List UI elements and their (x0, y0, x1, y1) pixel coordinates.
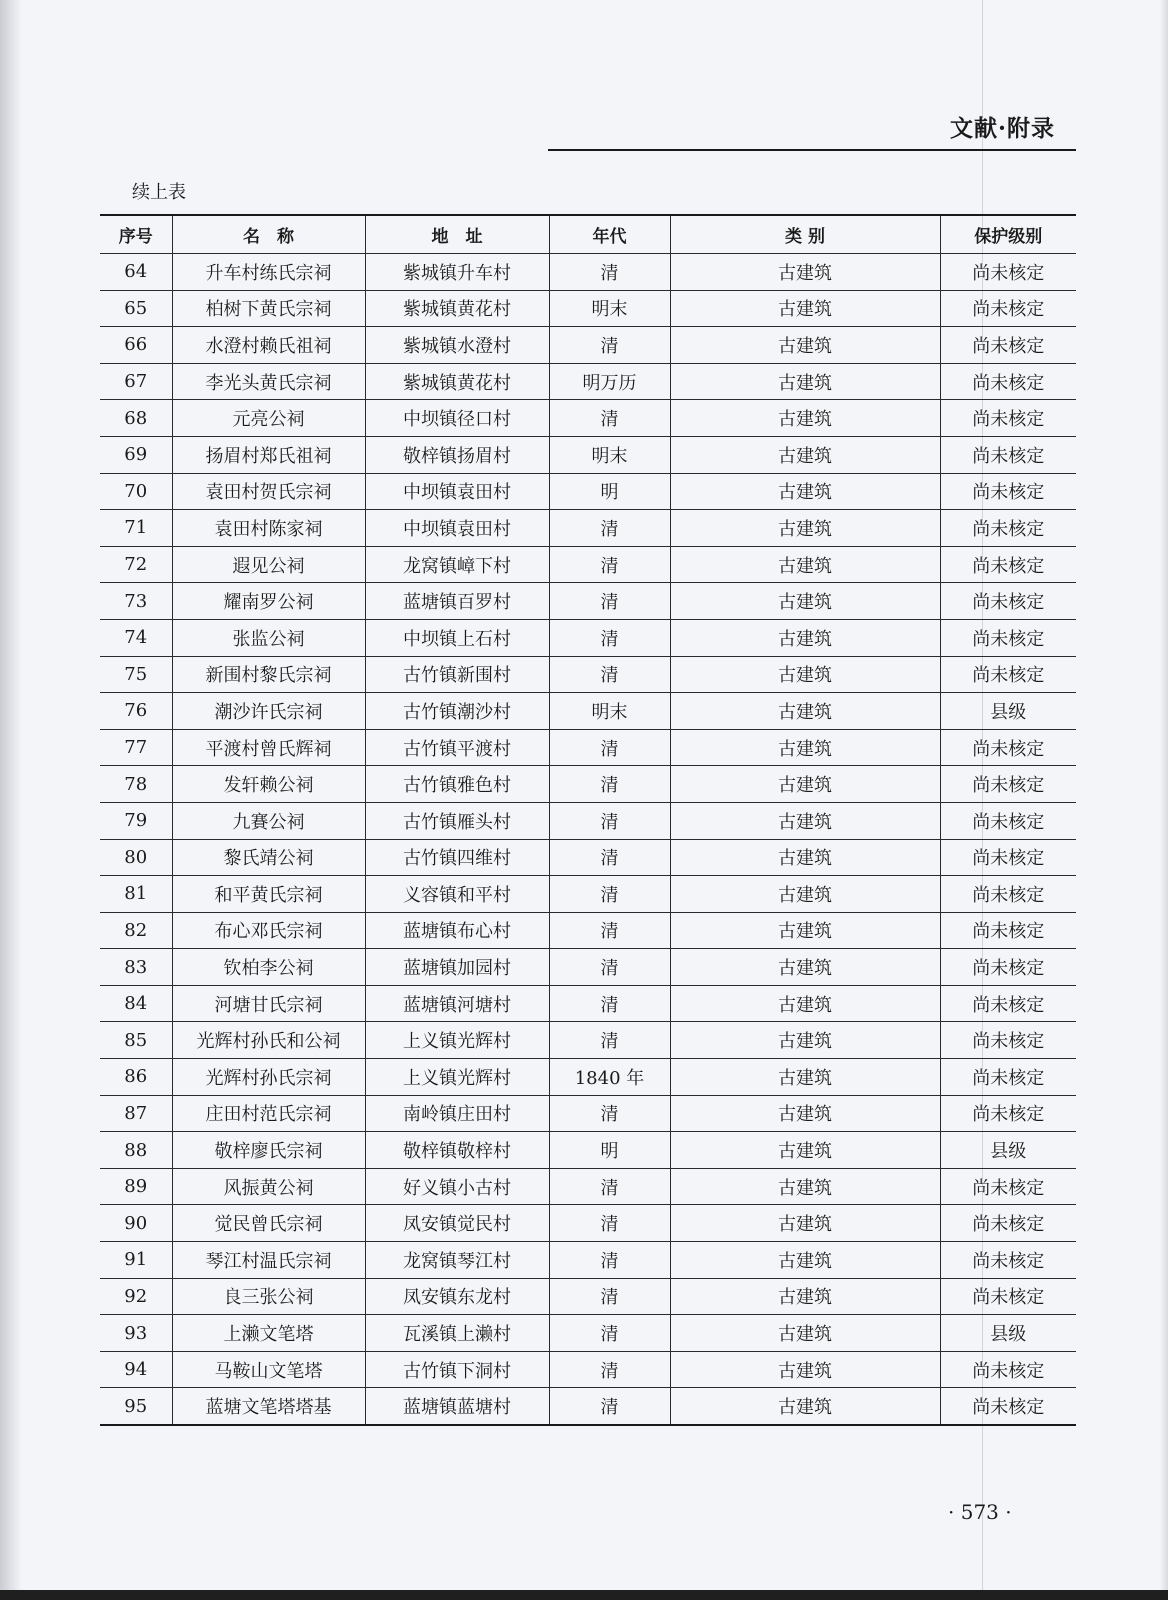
table-row (100, 1388, 1076, 1425)
cell-protection-level: 县级 (940, 1315, 1076, 1352)
cell-era: 清 (549, 1351, 670, 1388)
cell-index: 87 (100, 1095, 172, 1132)
table-row (100, 1205, 1076, 1242)
cell-protection-level: 尚未核定 (940, 1351, 1076, 1388)
table-row (100, 1278, 1076, 1315)
cell-name: 庄田村范氏宗祠 (172, 1095, 365, 1132)
cell-era: 清 (549, 1168, 670, 1205)
cell-name: 风振黄公祠 (172, 1168, 365, 1205)
cell-address: 敬梓镇扬眉村 (365, 436, 549, 473)
col-header-protection-level: 保护级别 (940, 215, 1076, 254)
cell-address: 古竹镇雅色村 (365, 766, 549, 803)
cell-protection-level: 尚未核定 (940, 729, 1076, 766)
cell-name: 遐见公祠 (172, 546, 365, 583)
cell-index: 73 (100, 583, 172, 620)
cell-category: 古建筑 (670, 1278, 940, 1315)
page-number: · 573 · (948, 1500, 1012, 1524)
table-body (100, 254, 1076, 1426)
cell-category: 古建筑 (670, 1022, 940, 1059)
cell-address: 敬梓镇敬梓村 (365, 1132, 549, 1169)
table-row (100, 839, 1076, 876)
cell-protection-level: 尚未核定 (940, 1095, 1076, 1132)
cell-category: 古建筑 (670, 363, 940, 400)
cell-address: 紫城镇黄花村 (365, 290, 549, 327)
cell-index: 91 (100, 1242, 172, 1279)
cell-era: 清 (549, 1095, 670, 1132)
cell-protection-level: 尚未核定 (940, 619, 1076, 656)
cell-name: 新围村黎氏宗祠 (172, 656, 365, 693)
cell-protection-level: 尚未核定 (940, 473, 1076, 510)
cell-protection-level: 尚未核定 (940, 1059, 1076, 1096)
cell-category: 古建筑 (670, 1351, 940, 1388)
cell-address: 凤安镇东龙村 (365, 1278, 549, 1315)
cell-era: 清 (549, 1205, 670, 1242)
cell-address: 蓝塘镇百罗村 (365, 583, 549, 620)
table-row (100, 1059, 1076, 1096)
cell-era: 清 (549, 254, 670, 291)
cell-address: 蓝塘镇蓝塘村 (365, 1388, 549, 1425)
table-row (100, 766, 1076, 803)
cell-name: 平渡村曾氏辉祠 (172, 729, 365, 766)
cell-address: 凤安镇觉民村 (365, 1205, 549, 1242)
cell-era: 明 (549, 1132, 670, 1169)
cell-era: 清 (549, 1022, 670, 1059)
table-header-row (100, 215, 1076, 254)
cell-index: 90 (100, 1205, 172, 1242)
cell-category: 古建筑 (670, 985, 940, 1022)
cell-index: 65 (100, 290, 172, 327)
cell-index: 67 (100, 363, 172, 400)
cell-name: 水澄村赖氏祖祠 (172, 327, 365, 364)
table-row (100, 254, 1076, 291)
cell-index: 74 (100, 619, 172, 656)
cell-address: 上义镇光辉村 (365, 1022, 549, 1059)
cell-category: 古建筑 (670, 400, 940, 437)
table-row (100, 546, 1076, 583)
cell-index: 93 (100, 1315, 172, 1352)
cell-protection-level: 尚未核定 (940, 1278, 1076, 1315)
cell-era: 明末 (549, 436, 670, 473)
cell-era: 清 (549, 656, 670, 693)
table-row (100, 949, 1076, 986)
cell-address: 龙窝镇嶂下村 (365, 546, 549, 583)
cell-address: 瓦溪镇上濑村 (365, 1315, 549, 1352)
cell-index: 82 (100, 912, 172, 949)
table-row (100, 583, 1076, 620)
cell-category: 古建筑 (670, 583, 940, 620)
table-row (100, 802, 1076, 839)
cell-name: 光辉村孙氏宗祠 (172, 1059, 365, 1096)
cell-address: 古竹镇雁头村 (365, 802, 549, 839)
cell-name: 琴江村温氏宗祠 (172, 1242, 365, 1279)
cell-era: 清 (549, 729, 670, 766)
cell-address: 紫城镇水澄村 (365, 327, 549, 364)
cell-era: 明万历 (549, 363, 670, 400)
table-row (100, 473, 1076, 510)
cell-protection-level: 尚未核定 (940, 400, 1076, 437)
cell-name: 耀南罗公祠 (172, 583, 365, 620)
cell-name: 蓝塘文笔塔塔基 (172, 1388, 365, 1425)
cell-index: 95 (100, 1388, 172, 1425)
table-row (100, 1022, 1076, 1059)
cell-protection-level: 尚未核定 (940, 802, 1076, 839)
cell-address: 古竹镇新围村 (365, 656, 549, 693)
cell-protection-level: 尚未核定 (940, 327, 1076, 364)
table-row (100, 729, 1076, 766)
cell-protection-level: 尚未核定 (940, 546, 1076, 583)
cell-index: 89 (100, 1168, 172, 1205)
cell-index: 66 (100, 327, 172, 364)
col-header-era: 年代 (549, 215, 670, 254)
cell-index: 86 (100, 1059, 172, 1096)
cell-address: 古竹镇四维村 (365, 839, 549, 876)
cell-address: 南岭镇庄田村 (365, 1095, 549, 1132)
cell-name: 良三张公祠 (172, 1278, 365, 1315)
cell-name: 袁田村陈家祠 (172, 510, 365, 547)
cell-era: 明末 (549, 290, 670, 327)
heritage-table (100, 214, 1076, 1426)
cell-category: 古建筑 (670, 876, 940, 913)
cell-address: 古竹镇下洞村 (365, 1351, 549, 1388)
cell-index: 79 (100, 802, 172, 839)
cell-category: 古建筑 (670, 656, 940, 693)
table-row (100, 327, 1076, 364)
cell-name: 李光头黄氏宗祠 (172, 363, 365, 400)
cell-address: 紫城镇黄花村 (365, 363, 549, 400)
cell-era: 清 (549, 985, 670, 1022)
cell-era: 清 (549, 876, 670, 913)
cell-address: 龙窝镇琴江村 (365, 1242, 549, 1279)
cell-protection-level: 县级 (940, 693, 1076, 730)
cell-index: 77 (100, 729, 172, 766)
table-caption: 续上表 (132, 182, 186, 203)
table-row (100, 876, 1076, 913)
table-row (100, 436, 1076, 473)
cell-name: 潮沙许氏宗祠 (172, 693, 365, 730)
cell-era: 明末 (549, 693, 670, 730)
cell-era: 清 (549, 546, 670, 583)
cell-address: 中坝镇袁田村 (365, 473, 549, 510)
table-row (100, 510, 1076, 547)
cell-era: 1840 年 (549, 1059, 670, 1096)
table-row (100, 290, 1076, 327)
cell-category: 古建筑 (670, 729, 940, 766)
cell-protection-level: 尚未核定 (940, 1168, 1076, 1205)
cell-era: 清 (549, 400, 670, 437)
cell-era: 清 (549, 1242, 670, 1279)
cell-name: 布心邓氏宗祠 (172, 912, 365, 949)
cell-protection-level: 尚未核定 (940, 656, 1076, 693)
cell-protection-level: 尚未核定 (940, 583, 1076, 620)
cell-protection-level: 尚未核定 (940, 1205, 1076, 1242)
cell-index: 69 (100, 436, 172, 473)
cell-protection-level: 尚未核定 (940, 510, 1076, 547)
table-row (100, 656, 1076, 693)
cell-name: 张监公祠 (172, 619, 365, 656)
cell-era: 清 (549, 839, 670, 876)
cell-address: 中坝镇径口村 (365, 400, 549, 437)
cell-category: 古建筑 (670, 1059, 940, 1096)
page-right-edge (1160, 0, 1168, 1600)
cell-protection-level: 县级 (940, 1132, 1076, 1169)
cell-category: 古建筑 (670, 1315, 940, 1352)
cell-name: 柏树下黄氏宗祠 (172, 290, 365, 327)
section-title: 文献·附录 (949, 115, 1055, 142)
cell-protection-level: 尚未核定 (940, 839, 1076, 876)
cell-address: 中坝镇上石村 (365, 619, 549, 656)
cell-protection-level: 尚未核定 (940, 363, 1076, 400)
cell-category: 古建筑 (670, 839, 940, 876)
cell-era: 清 (549, 510, 670, 547)
cell-category: 古建筑 (670, 290, 940, 327)
cell-category: 古建筑 (670, 912, 940, 949)
table-row (100, 912, 1076, 949)
cell-name: 敬梓廖氏宗祠 (172, 1132, 365, 1169)
cell-protection-level: 尚未核定 (940, 1242, 1076, 1279)
cell-protection-level: 尚未核定 (940, 766, 1076, 803)
cell-protection-level: 尚未核定 (940, 985, 1076, 1022)
cell-protection-level: 尚未核定 (940, 1388, 1076, 1425)
cell-category: 古建筑 (670, 949, 940, 986)
cell-name: 觉民曾氏宗祠 (172, 1205, 365, 1242)
cell-category: 古建筑 (670, 546, 940, 583)
cell-address: 好义镇小古村 (365, 1168, 549, 1205)
table-row (100, 619, 1076, 656)
cell-name: 元亮公祠 (172, 400, 365, 437)
table-row (100, 1351, 1076, 1388)
table-row (100, 1168, 1076, 1205)
cell-name: 马鞍山文笔塔 (172, 1351, 365, 1388)
table-row (100, 363, 1076, 400)
cell-name: 九賽公祠 (172, 802, 365, 839)
col-header-name: 名 称 (172, 215, 365, 254)
cell-address: 紫城镇升车村 (365, 254, 549, 291)
cell-protection-level: 尚未核定 (940, 876, 1076, 913)
cell-category: 古建筑 (670, 1242, 940, 1279)
cell-category: 古建筑 (670, 436, 940, 473)
cell-category: 古建筑 (670, 473, 940, 510)
cell-address: 义容镇和平村 (365, 876, 549, 913)
cell-era: 清 (549, 583, 670, 620)
cell-category: 古建筑 (670, 802, 940, 839)
cell-category: 古建筑 (670, 1095, 940, 1132)
col-header-address: 地 址 (365, 215, 549, 254)
cell-index: 78 (100, 766, 172, 803)
cell-index: 94 (100, 1351, 172, 1388)
cell-name: 升车村练氏宗祠 (172, 254, 365, 291)
cell-protection-level: 尚未核定 (940, 254, 1076, 291)
cell-name: 光辉村孙氏和公祠 (172, 1022, 365, 1059)
cell-index: 70 (100, 473, 172, 510)
table-row (100, 985, 1076, 1022)
cell-era: 清 (549, 1278, 670, 1315)
cell-name: 河塘甘氏宗祠 (172, 985, 365, 1022)
cell-index: 81 (100, 876, 172, 913)
cell-index: 71 (100, 510, 172, 547)
cell-address: 上义镇光辉村 (365, 1059, 549, 1096)
cell-protection-level: 尚未核定 (940, 436, 1076, 473)
table-row (100, 400, 1076, 437)
cell-index: 75 (100, 656, 172, 693)
cell-index: 72 (100, 546, 172, 583)
col-header-category: 类 别 (670, 215, 940, 254)
cell-address: 蓝塘镇布心村 (365, 912, 549, 949)
table-row (100, 1242, 1076, 1279)
cell-name: 黎氏靖公祠 (172, 839, 365, 876)
cell-protection-level: 尚未核定 (940, 290, 1076, 327)
page-bottom-edge (0, 1590, 1168, 1600)
cell-category: 古建筑 (670, 766, 940, 803)
cell-index: 76 (100, 693, 172, 730)
header-rule (548, 149, 1076, 151)
cell-index: 64 (100, 254, 172, 291)
cell-category: 古建筑 (670, 1168, 940, 1205)
cell-address: 蓝塘镇河塘村 (365, 985, 549, 1022)
page-spine-shadow (0, 0, 22, 1600)
cell-index: 68 (100, 400, 172, 437)
table-row (100, 693, 1076, 730)
cell-category: 古建筑 (670, 327, 940, 364)
cell-index: 80 (100, 839, 172, 876)
cell-category: 古建筑 (670, 1132, 940, 1169)
cell-address: 古竹镇平渡村 (365, 729, 549, 766)
cell-protection-level: 尚未核定 (940, 912, 1076, 949)
cell-era: 清 (549, 912, 670, 949)
cell-name: 发轩赖公祠 (172, 766, 365, 803)
cell-address: 蓝塘镇加园村 (365, 949, 549, 986)
cell-category: 古建筑 (670, 510, 940, 547)
table-row (100, 1132, 1076, 1169)
cell-index: 88 (100, 1132, 172, 1169)
cell-index: 85 (100, 1022, 172, 1059)
cell-address: 古竹镇潮沙村 (365, 693, 549, 730)
cell-era: 清 (549, 327, 670, 364)
cell-index: 83 (100, 949, 172, 986)
cell-name: 和平黄氏宗祠 (172, 876, 365, 913)
cell-name: 上濑文笔塔 (172, 1315, 365, 1352)
cell-category: 古建筑 (670, 693, 940, 730)
col-header-index: 序号 (100, 215, 172, 254)
cell-era: 清 (549, 802, 670, 839)
cell-category: 古建筑 (670, 619, 940, 656)
cell-category: 古建筑 (670, 254, 940, 291)
cell-era: 明 (549, 473, 670, 510)
cell-category: 古建筑 (670, 1388, 940, 1425)
table-row (100, 1095, 1076, 1132)
cell-category: 古建筑 (670, 1205, 940, 1242)
cell-index: 92 (100, 1278, 172, 1315)
cell-name: 钦柏李公祠 (172, 949, 365, 986)
cell-era: 清 (549, 766, 670, 803)
cell-protection-level: 尚未核定 (940, 1022, 1076, 1059)
cell-era: 清 (549, 1388, 670, 1425)
cell-name: 袁田村贺氏宗祠 (172, 473, 365, 510)
table-row (100, 1315, 1076, 1352)
cell-index: 84 (100, 985, 172, 1022)
cell-address: 中坝镇袁田村 (365, 510, 549, 547)
cell-era: 清 (549, 1315, 670, 1352)
cell-name: 扬眉村郑氏祖祠 (172, 436, 365, 473)
cell-era: 清 (549, 619, 670, 656)
cell-protection-level: 尚未核定 (940, 949, 1076, 986)
cell-era: 清 (549, 949, 670, 986)
